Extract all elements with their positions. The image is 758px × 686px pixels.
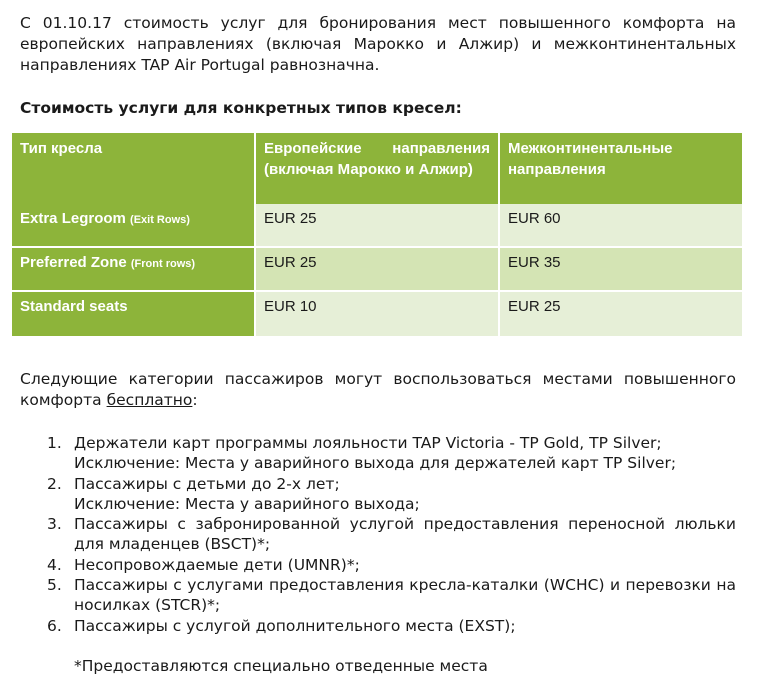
seat-type-cell <box>12 247 255 291</box>
header-intercontinental: Межконтинентальные направления <box>499 133 742 204</box>
list-item-exception: Исключение: Места у аварийного выхода для держателей карт TP Silver; <box>74 454 677 473</box>
intro-block <box>20 13 736 119</box>
list-number: 3. <box>47 515 62 534</box>
intercontinental-price: EUR 25 <box>499 291 742 336</box>
table-row <box>12 247 742 291</box>
list-item-text: Пассажиры с услугами предоставления кресла-каталки (WCHC) и перевозки на носилках (STCR)*; <box>74 576 736 615</box>
intercontinental-price: EUR 35 <box>499 247 742 291</box>
list-number: 2. <box>47 474 62 493</box>
categories-intro-text: Следующие категории пассажиров могут воспользоваться местами повышенного комфорта <box>20 370 736 409</box>
list-number: 6. <box>47 616 62 635</box>
european-price: EUR 25 <box>255 204 499 247</box>
table-row <box>12 291 742 336</box>
free-word: бесплатно <box>106 391 193 409</box>
seat-type-note: (Exit Rows) <box>130 214 190 226</box>
free-categories-block <box>20 369 736 677</box>
list-number: 1. <box>47 434 62 452</box>
european-price: EUR 10 <box>255 291 499 336</box>
list-item <box>47 514 736 555</box>
list-item-text: Держатели карт программы лояльности TAP Victoria - TP Gold, TP Silver; <box>74 434 662 452</box>
seat-type-cell <box>12 204 255 247</box>
header-european: Европейские направления (включая Марокко и Алжир) <box>255 133 499 204</box>
list-item <box>47 433 736 474</box>
list-item <box>47 575 736 616</box>
table-row <box>12 204 742 247</box>
european-price: EUR 25 <box>255 247 499 291</box>
list-number: 4. <box>47 555 62 574</box>
list-number: 5. <box>47 576 62 595</box>
seat-price-table <box>12 133 742 336</box>
list-item-text: Пассажиры с детьми до 2-х лет; <box>74 474 340 493</box>
intercontinental-price: EUR 60 <box>499 204 742 247</box>
seat-type-note: (Front rows) <box>130 258 196 270</box>
seat-type-name: Extra Legroom <box>20 210 126 227</box>
seat-type-cell <box>12 291 255 336</box>
intro-paragraph: С 01.10.17 стоимость услуг для бронирования мест повышенного комфорта на европейских направлениях (включая Марокко и Алжир) и межконтинентальных направлениях TAP Air Portugal равнозначна. <box>20 14 736 74</box>
list-item <box>47 474 736 515</box>
section-heading: Стоимость услуги для конкретных типов кресел: <box>20 99 462 117</box>
list-item-text: Пассажиры с забронированной услугой предоставления переносной люльки для младенцев (BSCT)*; <box>74 515 736 554</box>
seat-type-name: Standard seats <box>20 298 128 315</box>
table-header-row <box>12 133 742 204</box>
header-seat-type: Тип кресла <box>12 133 255 204</box>
list-item-exception: Исключение: Места у аварийного выхода; <box>74 494 420 513</box>
list-item <box>47 616 736 636</box>
footnote: *Предоставляются специально отведенные места <box>74 656 488 675</box>
list-item-text: Несопровождаемые дети (UMNR)*; <box>74 555 360 574</box>
seat-type-name: Preferred Zone <box>20 254 127 271</box>
list-item-text: Пассажиры с услугой дополнительного места (EXST); <box>74 616 516 635</box>
list-item <box>47 555 736 575</box>
categories-intro: Следующие категории пассажиров могут воспользоваться местами повышенного комфорта бесплатно: <box>20 370 736 409</box>
passenger-list <box>20 433 736 636</box>
